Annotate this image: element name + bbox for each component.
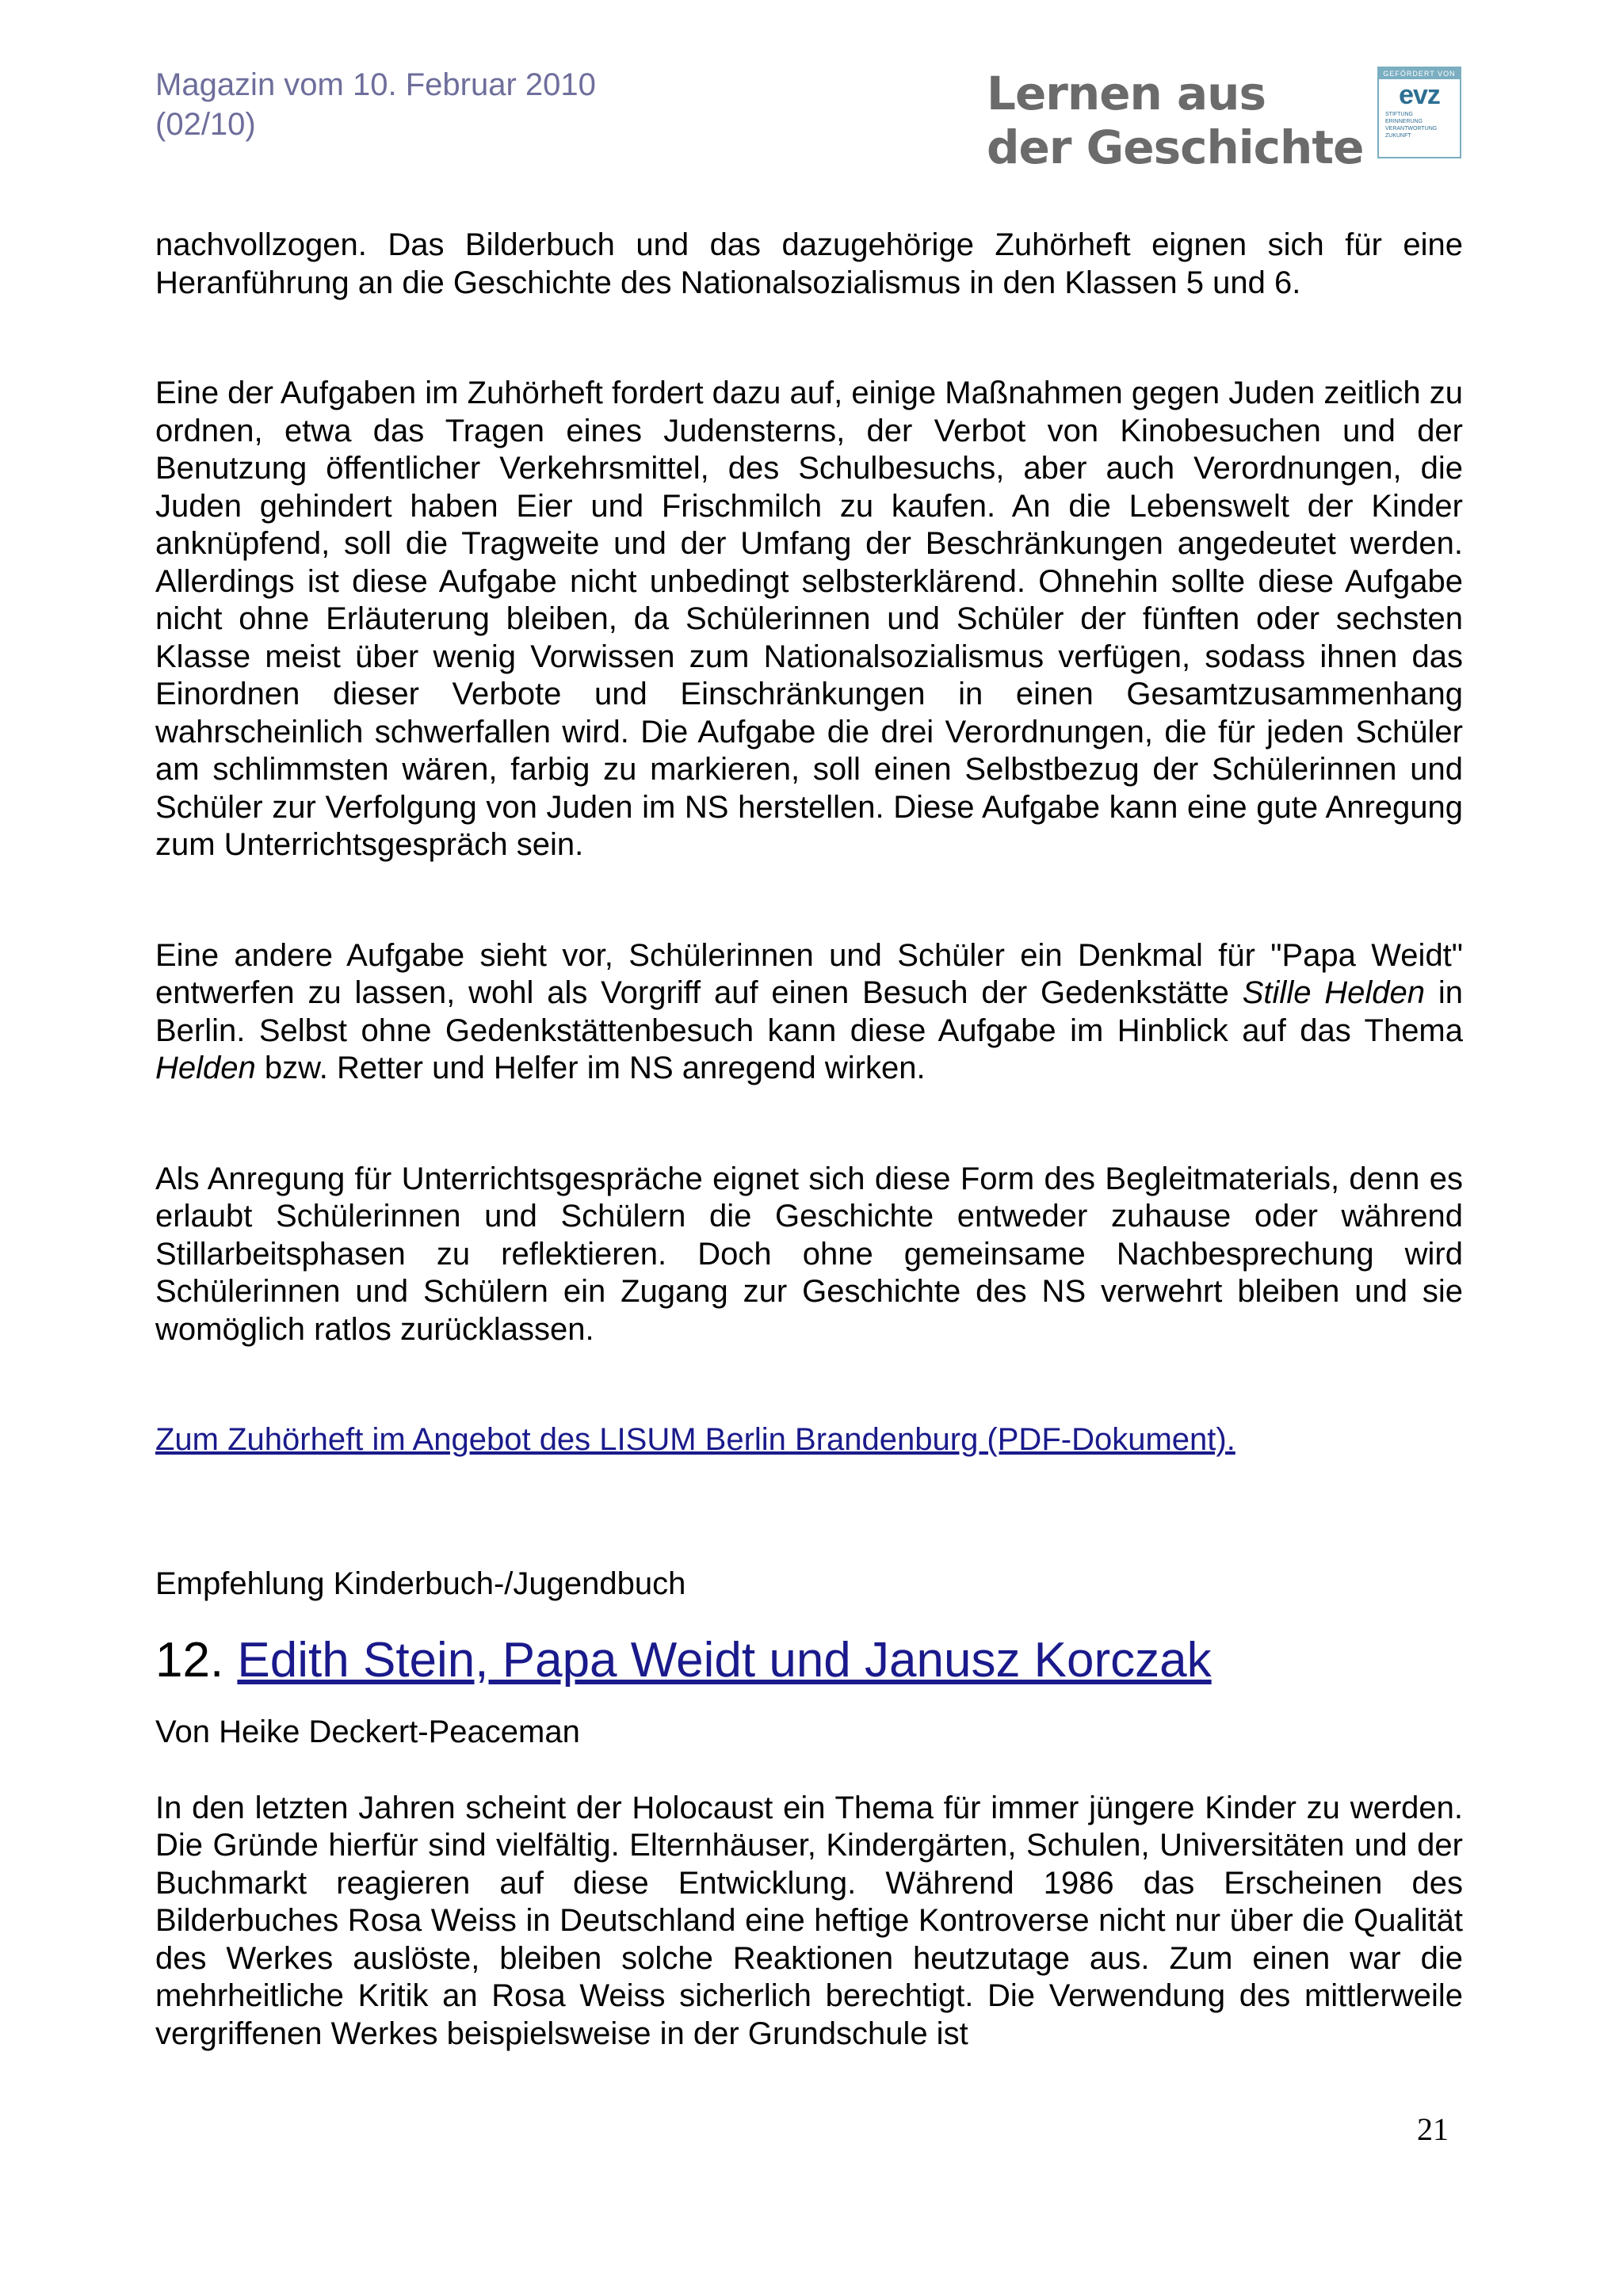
article-title-link[interactable]: Edith Stein, Papa Weidt und Janusz Korczak (237, 1633, 1212, 1688)
zuhoerheft-link-paragraph (155, 1421, 1463, 1459)
article-byline: Von Heike Deckert-Peaceman (155, 1714, 580, 1749)
paragraph-1: nachvollzogen. Das Bilderbuch und das dazugehörige Zuhörheft eignen sich für eine Heranführung an die Geschichte des Nationalsozialismus in den Klassen 5 und 6. (155, 227, 1463, 300)
paragraph-3-text-a: Eine andere Aufgabe sieht vor, Schülerinnen und Schüler ein Denkmal für "Papa Weidt" entwerfen zu lassen, wohl als Vorgriff auf einen Besuch der Gedenkstätte (155, 937, 1463, 1010)
zuhoerheft-pdf-link[interactable]: Zum Zuhörheft im Angebot des LISUM Berlin Brandenburg (PDF-Dokument). (155, 1422, 1235, 1457)
article-heading (155, 1630, 1463, 1691)
sponsor-subline-3: VERANTWORTUNG (1385, 126, 1438, 132)
stille-helden-emphasis: Stille Helden (1242, 975, 1426, 1010)
magazine-issue-line: (02/10) (155, 107, 256, 142)
sponsor-caption: GEFÖRDERT VON (1379, 68, 1460, 79)
sponsor-subline-4: ZUKUNFT (1385, 133, 1411, 139)
paragraph-4: Als Anregung für Unterrichtsgespräche eignet sich diese Form des Begleitmaterials, denn es erlaubt Schülerinnen und Schülern die Geschichte entweder zuhause oder während Stillarbeitsphasen zu reflektieren. Doch ohne gemeinsame Nachbesprechung wird Schülerinnen und Schülern ein Zugang zur Geschichte des NS verwehrt bleiben und sie womöglich ratlos zurücklassen. (155, 1161, 1463, 1347)
magazine-date-line: Magazin vom 10. Februar 2010 (155, 67, 596, 102)
brand-logo (987, 67, 1363, 174)
magazine-date (155, 65, 596, 144)
sponsor-wordmark: evz (1399, 80, 1440, 110)
paragraph-3-text-b: in Berlin. Selbst ohne Gedenkstättenbesuch kann diese Aufgabe im Hinblick auf das Thema (155, 975, 1463, 1048)
article-intro-paragraph: In den letzten Jahren scheint der Holocaust ein Thema für immer jüngere Kinder zu werden. Die Gründe hierfür sind vielfältig. Elternhäuser, Kindergärten, Schulen, Universitäten und der Buchmarkt reagieren auf diese Entwicklung. Während 1986 das Erscheinen des Bilderbuches Rosa Weiss in Deutschland eine heftige Kontroverse nicht nur über die Qualität des Werkes auslöste, bleiben solche Reaktionen heutzutage aus. Zum einen war die mehrheitliche Kritik an Rosa Weiss sicherlich berechtigt. Die Verwendung des mittlerweile vergriffenen Werkes beispielsweise in der Grundschule ist (155, 1790, 1463, 2051)
sponsor-subline-1: STIFTUNG (1385, 112, 1413, 117)
paragraph-3-text-c: bzw. Retter und Helfer im NS anregend wirken. (255, 1051, 926, 1085)
article-number: 12. (155, 1633, 238, 1688)
article-body (155, 227, 1463, 2053)
page-number: 21 (1417, 2111, 1449, 2147)
sponsor-logo (1377, 67, 1461, 158)
brand-line-1: Lernen aus (987, 67, 1266, 120)
brand-line-2: der Geschichte (987, 120, 1364, 174)
sponsor-subline-2: ERINNERUNG (1385, 119, 1423, 124)
paragraph-3 (155, 937, 1463, 1088)
helden-emphasis: Helden (155, 1051, 256, 1085)
paragraph-2: Eine der Aufgaben im Zuhörheft fordert dazu auf, einige Maßnahmen gegen Juden zeitlich zu ordnen, etwa das Tragen eines Judensterns, der Verbot von Kinobesuchen und der Benutzung öffentlicher Verkehrsmittel, des Schulbesuchs, aber auch Verordnungen, die Juden gehindert haben Eier und Frischmilch zu kaufen. An die Lebenswelt der Kinder anknüpfend, soll die Tragweite und der Umfang der Beschränkungen angedeutet werden. Allerdings ist diese Aufgabe nicht unbedingt selbsterklärend. Ohnehin sollte diese Aufgabe nicht ohne Erläuterung bleiben, da Schülerinnen und Schüler der fünften oder sechsten Klasse meist über wenig Vorwissen zum Nationalsozialismus verfügen, sodass ihnen das Einordnen dieser Verbote und Einschränkungen in einen Gesamtzusammenhang wahrscheinlich schwerfallen wird. Die Aufgabe die drei Verordnungen, die für jeden Schüler am schlimmsten wären, farbig zu markieren, soll einen Selbstbezug der Schülerinnen und Schüler zur Verfolgung von Juden im NS herstellen. Diese Aufgabe kann eine gute Anregung zum Unterrichtsgespräch sein. (155, 376, 1463, 862)
recommendation-label: Empfehlung Kinderbuch-/Jugendbuch (155, 1566, 686, 1601)
